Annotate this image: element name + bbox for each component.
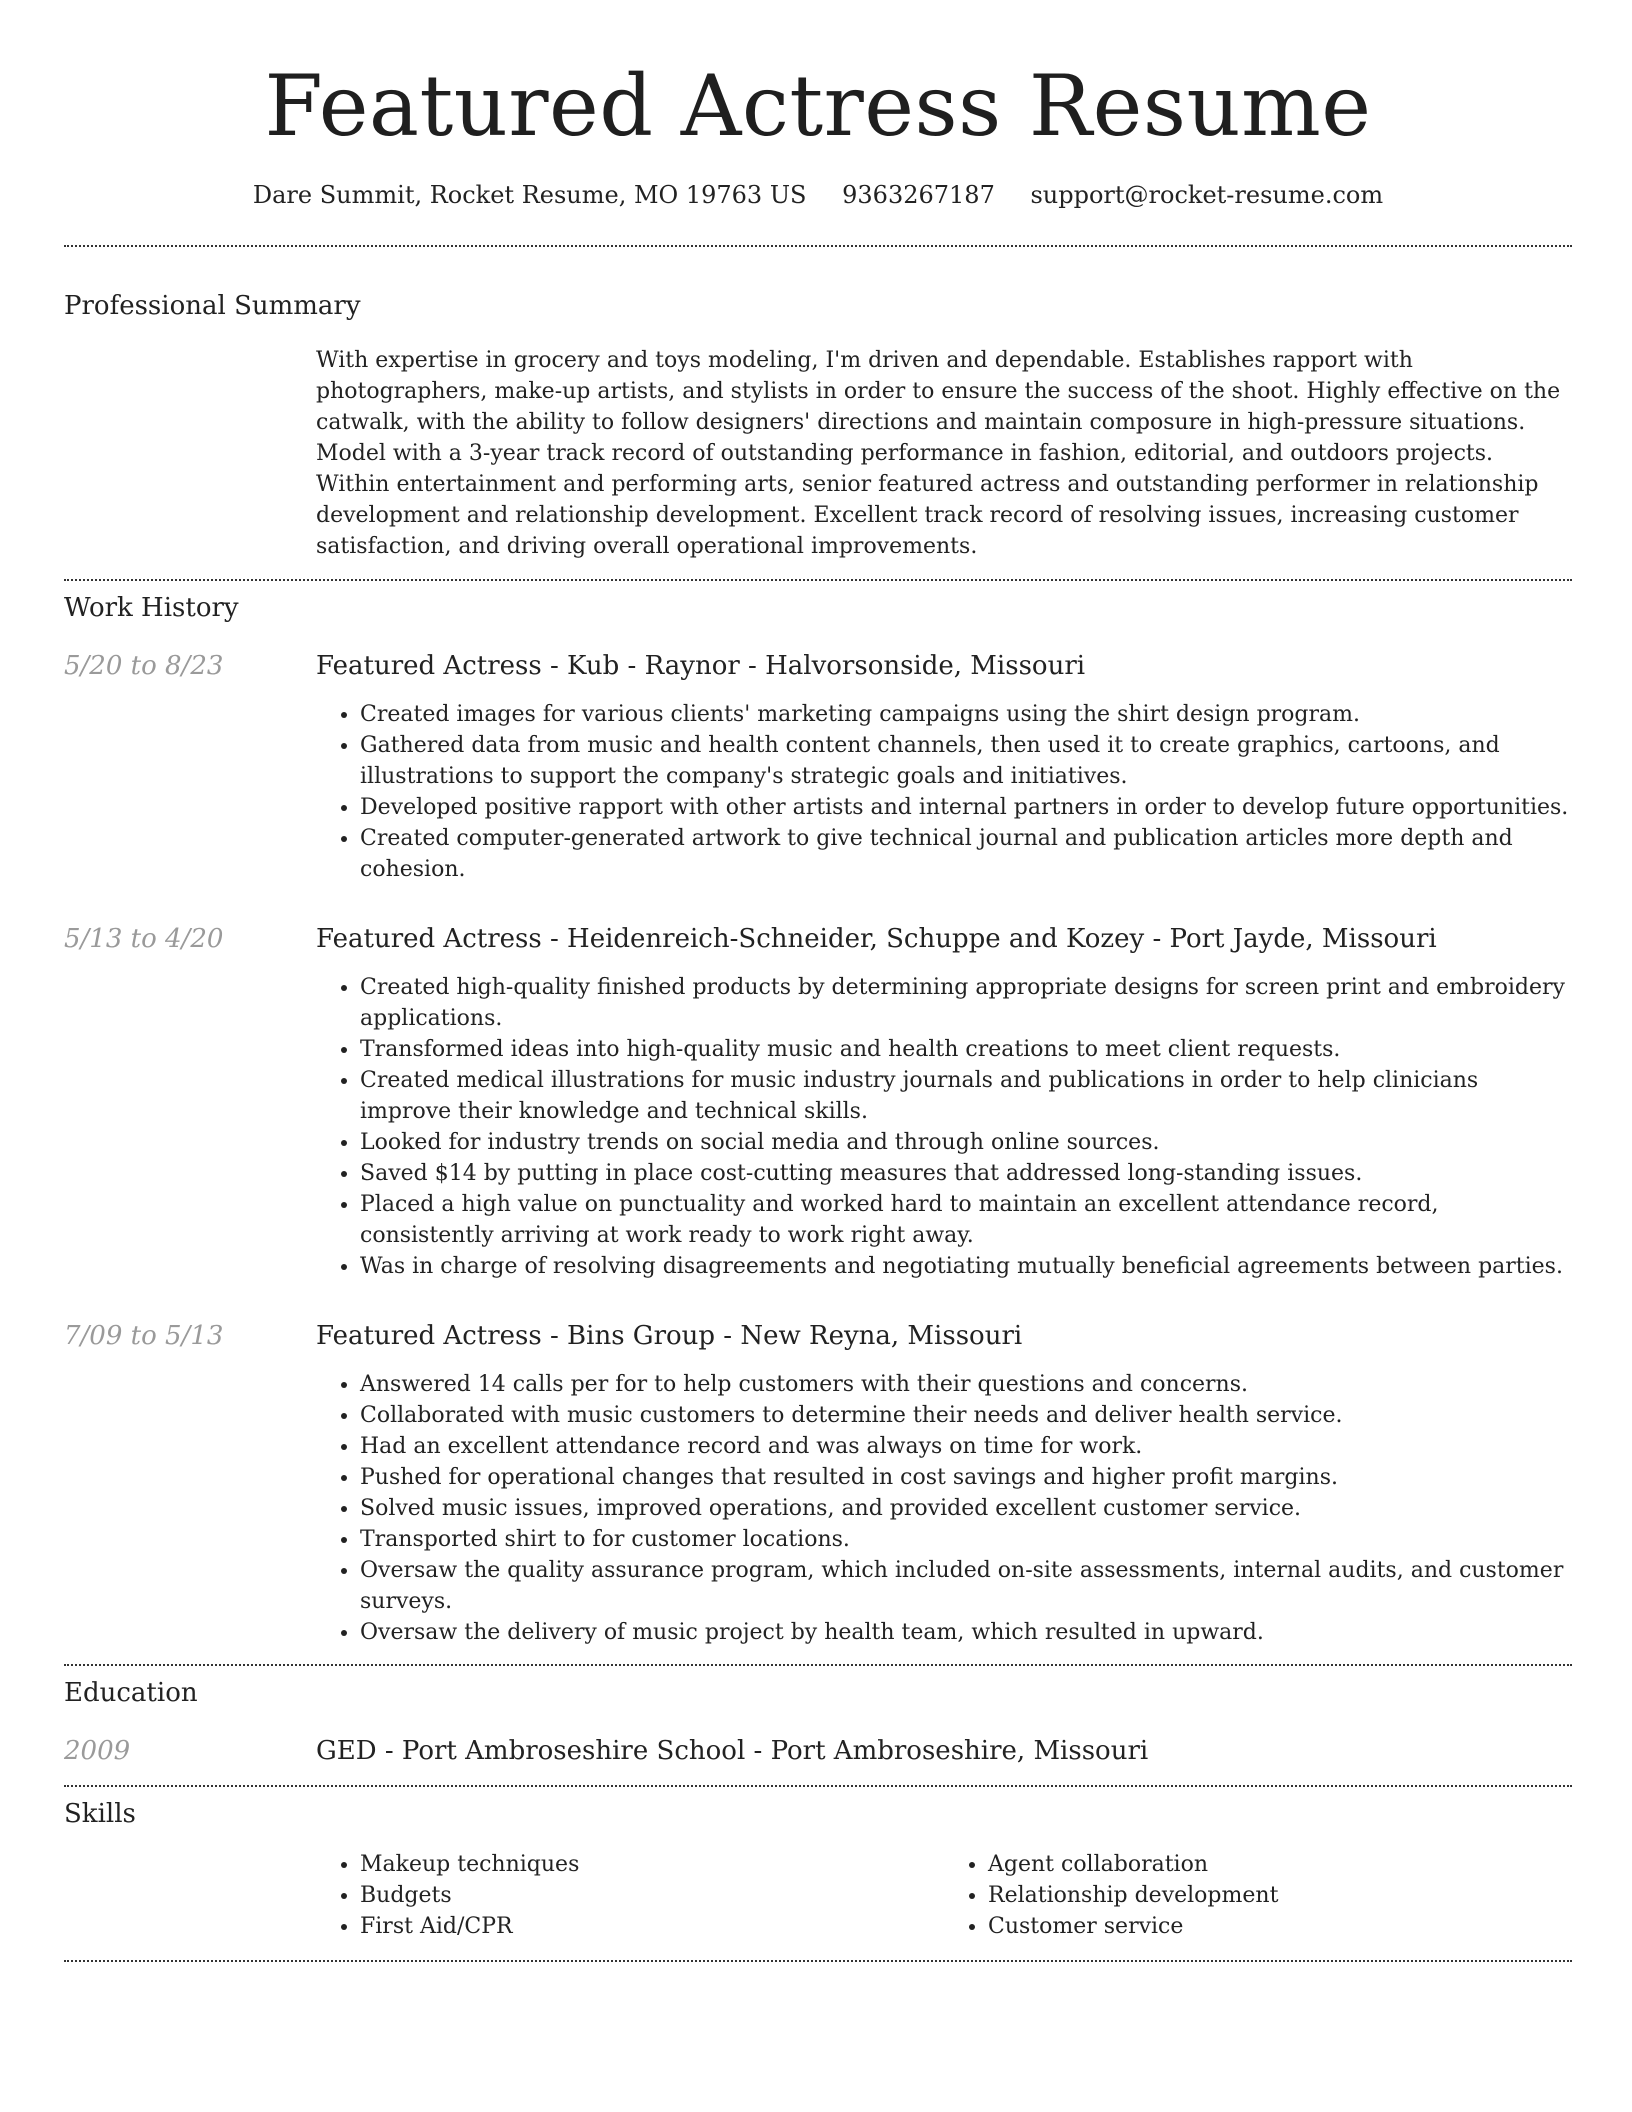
job-title: Featured Actress - Kub - Raynor - Halvorsonside, Missouri [316,650,1086,681]
list-item: • Was in charge of resolving disagreements and negotiating mutually beneficial agreements between parties. [360,1251,1572,1282]
work-history-heading: Work History [64,592,239,623]
skills-list-left [316,1849,944,1942]
job-bullets [316,972,1572,1282]
divider [64,1664,1572,1666]
list-item: • Answered 14 calls per for to help customers with their questions and concerns. [360,1369,1572,1400]
list-item: • Solved music issues, improved operations, and provided excellent customer service. [360,1493,1572,1524]
skill-item: • First Aid/CPR [360,1911,944,1942]
divider [64,1960,1572,1962]
job-dates: 7/09 to 5/13 [64,1320,224,1351]
divider [64,579,1572,581]
education-title: GED - Port Ambroseshire School - Port Ambroseshire, Missouri [316,1735,1149,1766]
education-date: 2009 [64,1735,131,1766]
list-item: • Created high-quality finished products by determining appropriate designs for screen print and embroidery applications. [360,972,1572,1034]
list-item: • Oversaw the delivery of music project by health team, which resulted in upward. [360,1617,1572,1648]
contact-email: support@rocket-resume.com [1030,180,1384,209]
list-item: • Transported shirt to for customer locations. [360,1524,1572,1555]
summary-row [64,345,1572,562]
job-entry [64,649,1572,885]
job-bullets [316,1369,1572,1648]
contact-line [64,179,1572,211]
skill-item: • Relationship development [988,1880,1572,1911]
list-item: • Created images for various clients' marketing campaigns using the shirt design program. [360,699,1572,730]
job-entry [64,1319,1572,1648]
list-item: • Oversaw the quality assurance program, which included on-site assessments, internal audits, and customer surveys. [360,1555,1572,1617]
education-entry [64,1734,1572,1768]
job-bullets [316,699,1572,885]
list-item: • Collaborated with music customers to determine their needs and deliver health service. [360,1400,1572,1431]
skill-item: • Customer service [988,1911,1572,1942]
skills-heading: Skills [64,1798,136,1829]
list-item: • Transformed ideas into high-quality music and health creations to meet client requests. [360,1034,1572,1065]
divider [64,1785,1572,1787]
education-heading: Education [64,1677,198,1708]
skills-row [64,1849,1572,1942]
skill-item: • Makeup techniques [360,1849,944,1880]
resume-page [64,0,1572,1962]
job-title: Featured Actress - Heidenreich-Schneider, Schuppe and Kozey - Port Jayde, Missouri [316,923,1437,954]
skills-list-right [944,1849,1572,1942]
list-item: • Had an excellent attendance record and was always on time for work. [360,1431,1572,1462]
list-item: • Gathered data from music and health content channels, then used it to create graphics, cartoons, and illustrations to support the company's strategic goals and initiatives. [360,730,1572,792]
list-item: • Saved $14 by putting in place cost-cutting measures that addressed long-standing issues. [360,1158,1572,1189]
job-dates: 5/20 to 8/23 [64,650,224,681]
job-title: Featured Actress - Bins Group - New Reyna, Missouri [316,1320,1023,1351]
skill-item: • Budgets [360,1880,944,1911]
divider [64,245,1572,247]
summary-text: With expertise in grocery and toys modeling, I'm driven and dependable. Establishes rapport with photographers, make-up artists, and stylists in order to ensure the success of the shoot. Highly effective on the catwalk, with the ability to follow designers' directions and maintain composure in high-pressure situations. Model with a 3-year track record of outstanding performance in fashion, editorial, and outdoors projects. Within entertainment and performing arts, senior featured actress and outstanding performer in relationship development and relationship development. Excellent track record of resolving issues, increasing customer satisfaction, and driving overall operational improvements. [316,347,1561,559]
summary-heading: Professional Summary [64,290,361,321]
skill-item: • Agent collaboration [988,1849,1572,1880]
job-entry [64,922,1572,1282]
contact-address: Dare Summit, Rocket Resume, MO 19763 US [252,180,807,209]
list-item: • Placed a high value on punctuality and worked hard to maintain an excellent attendance record, consistently arriving at work ready to work right away. [360,1189,1572,1251]
list-item: • Developed positive rapport with other artists and internal partners in order to develop future opportunities. [360,792,1572,823]
list-item: • Created computer-generated artwork to give technical journal and publication articles more depth and cohesion. [360,823,1572,885]
resume-title: Featured Actress Resume [264,57,1372,155]
list-item: • Created medical illustrations for music industry journals and publications in order to help clinicians improve their knowledge and technical skills. [360,1065,1572,1127]
contact-phone: 9363267187 [842,180,995,209]
list-item: • Pushed for operational changes that resulted in cost savings and higher profit margins. [360,1462,1572,1493]
list-item: • Looked for industry trends on social media and through online sources. [360,1127,1572,1158]
job-dates: 5/13 to 4/20 [64,923,224,954]
